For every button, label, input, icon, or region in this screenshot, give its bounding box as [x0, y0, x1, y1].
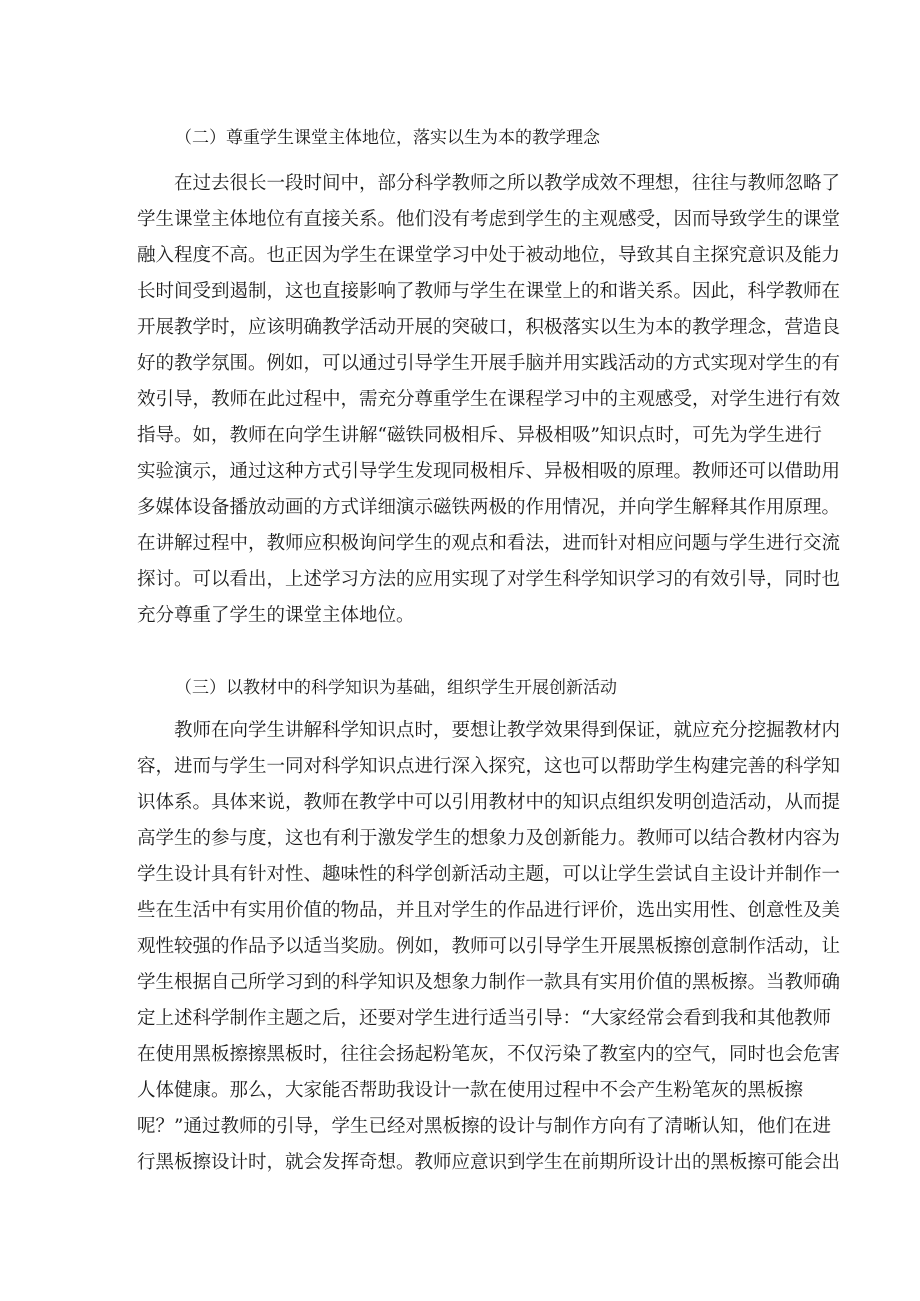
- paragraph-line: 实验演示，通过这种方式引导学生发现同极相斥、异极相吸的原理。教师还可以借助用: [137, 461, 841, 482]
- paragraph-line: 探讨。可以看出，上述学习方法的应用实现了对学生科学知识学习的有效引导，同时也: [137, 569, 841, 590]
- paragraph-line: 在过去很长一段时间中，部分科学教师之所以教学成效不理想，往往与教师忽略了: [137, 173, 841, 194]
- paragraph-line: 识体系。具体来说，教师在教学中可以引用教材中的知识点组织发明创造活动，从而提: [137, 792, 841, 813]
- paragraph-line: 些在生活中有实用价值的物品，并且对学生的作品进行评价，选出实用性、创意性及美: [137, 900, 841, 921]
- section-heading-2: （二）尊重学生课堂主体地位，落实以生为本的教学理念: [175, 128, 600, 148]
- paragraph-line: 教师在向学生讲解科学知识点时，要想让教学效果得到保证，就应充分挖掘教材内: [137, 720, 841, 741]
- paragraph-line: 融入程度不高。也正因为学生在课堂学习中处于被动地位，导致其自主探究意识及能力: [137, 245, 841, 266]
- paragraph-line: 充分尊重了学生的课堂主体地位。: [137, 605, 415, 626]
- paragraph-line: 呢？”通过教师的引导，学生已经对黑板擦的设计与制作方向有了清晰认知，他们在进: [137, 1116, 831, 1137]
- paragraph-line: 开展教学时，应该明确教学活动开展的突破口，积极落实以生为本的教学理念，营造良: [137, 317, 841, 338]
- section-heading-3: （三）以教材中的科学知识为基础，组织学生开展创新活动: [175, 678, 617, 698]
- paragraph-line: 效引导，教师在此过程中，需充分尊重学生在课程学习中的主观感受，对学生进行有效: [137, 389, 841, 410]
- paragraph-line: 行黑板擦设计时，就会发挥奇想。教师应意识到学生在前期所设计出的黑板擦可能会出: [137, 1152, 841, 1173]
- paragraph-line: 学生课堂主体地位有直接关系。他们没有考虑到学生的主观感受，因而导致学生的课堂: [137, 209, 841, 230]
- paragraph-line: 在讲解过程中，教师应积极询问学生的观点和看法，进而针对相应问题与学生进行交流: [137, 533, 841, 554]
- paragraph-line: 容，进而与学生一同对科学知识点进行深入探究，这也可以帮助学生构建完善的科学知: [137, 756, 841, 777]
- paragraph-line: 定上述科学制作主题之后，还要对学生进行适当引导：“大家经常会看到我和其他教师: [137, 1008, 831, 1029]
- paragraph-line: 人体健康。那么，大家能否帮助我设计一款在使用过程中不会产生粉笔灰的黑板擦: [137, 1080, 804, 1101]
- paragraph-line: 长时间受到遏制，这也直接影响了教师与学生在课堂上的和谐关系。因此，科学教师在: [137, 281, 841, 302]
- paragraph-line: 学生设计具有针对性、趣味性的科学创新活动主题，可以让学生尝试自主设计并制作一: [137, 864, 841, 885]
- paragraph-line: 多媒体设备播放动画的方式详细演示磁铁两极的作用情况，并向学生解释其作用原理。: [137, 497, 841, 518]
- paragraph-line: 学生根据自己所学习到的科学知识及想象力制作一款具有实用价值的黑板擦。当教师确: [137, 972, 841, 993]
- paragraph-line: 好的教学氛围。例如，可以通过引导学生开展手脑并用实践活动的方式实现对学生的有: [137, 353, 841, 374]
- paragraph-line: 指导。如，教师在向学生讲解“磁铁同极相斥、异极相吸”知识点时，可先为学生进行: [137, 425, 822, 446]
- paragraph-line: 高学生的参与度，这也有利于激发学生的想象力及创新能力。教师可以结合教材内容为: [137, 828, 841, 849]
- paragraph-line: 观性较强的作品予以适当奖励。例如，教师可以引导学生开展黑板擦创意制作活动，让: [137, 936, 841, 957]
- paragraph-line: 在使用黑板擦擦黑板时，往往会扬起粉笔灰，不仅污染了教室内的空气，同时也会危害: [137, 1044, 841, 1065]
